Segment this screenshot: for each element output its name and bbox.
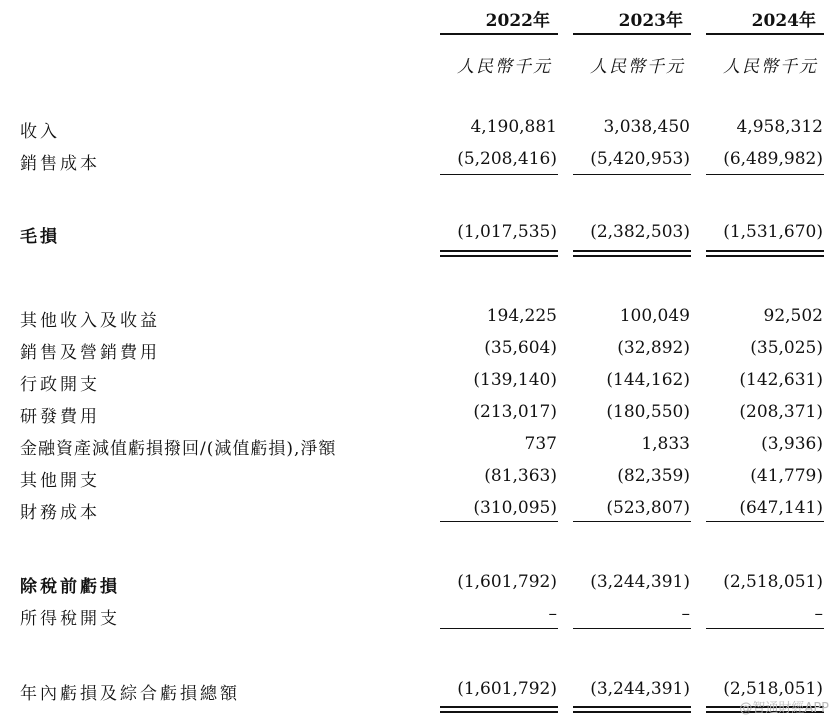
subtotal-rule-2022 (440, 174, 558, 175)
row-selling-expenses (0, 338, 835, 364)
unit-label-2023: 人民幣千元 (590, 57, 685, 77)
double-rule-top-2022 (440, 250, 558, 252)
header-rule-2023 (573, 33, 691, 35)
value-2022: (1,601,792) (457, 679, 557, 699)
value-2022: (1,601,792) (457, 572, 557, 592)
unit-label-2022: 人民幣千元 (457, 57, 552, 77)
value-2023: 3,038,450 (603, 117, 690, 137)
subtotal-rule-2023 (573, 174, 691, 175)
row-label: 金融資產減值虧損撥回/(減值虧損),淨額 (20, 439, 337, 459)
value-2024: – (814, 604, 823, 624)
subtotal-rule-2023 (573, 521, 691, 522)
row-label: 收入 (20, 122, 60, 142)
subtotal-rule-2022 (440, 628, 558, 629)
row-income-tax (0, 604, 835, 630)
row-label: 除稅前虧損 (20, 577, 120, 597)
row-label: 銷售成本 (20, 154, 100, 174)
value-2023: (523,807) (606, 498, 690, 518)
double-rule-bottom-2022 (440, 255, 558, 257)
row-label: 年內虧損及綜合虧損總額 (20, 684, 240, 704)
value-2023: (144,162) (606, 370, 690, 390)
value-2022: (81,363) (484, 466, 557, 486)
double-rule-bottom-2022 (440, 711, 558, 713)
year-header-2022: 2022年 (485, 11, 550, 31)
value-2023: (82,359) (617, 466, 690, 486)
value-2022: (213,017) (473, 402, 557, 422)
double-rule-top-2023 (573, 250, 691, 252)
value-2024: (208,371) (739, 402, 823, 422)
value-2023: – (681, 604, 690, 624)
value-2022: (1,017,535) (457, 222, 557, 242)
value-2024: (2,518,051) (723, 679, 823, 699)
value-2023: (3,244,391) (590, 572, 690, 592)
row-revenue (0, 117, 835, 143)
subtotal-rule-2023 (573, 628, 691, 629)
value-2022: (5,208,416) (457, 149, 557, 169)
year-header-2023: 2023年 (618, 11, 683, 31)
value-2022: (139,140) (473, 370, 557, 390)
row-impairment (0, 434, 835, 460)
row-other-expenses (0, 466, 835, 492)
row-label: 研發費用 (20, 407, 100, 427)
row-other-income (0, 306, 835, 332)
value-2024: 92,502 (763, 306, 823, 326)
row-label: 所得稅開支 (20, 609, 120, 629)
value-2023: 100,049 (619, 306, 690, 326)
value-2023: (5,420,953) (590, 149, 690, 169)
value-2023: 1,833 (641, 434, 690, 454)
value-2023: (180,550) (606, 402, 690, 422)
value-2024: (35,025) (750, 338, 823, 358)
row-admin-expenses (0, 370, 835, 396)
double-rule-top-2023 (573, 706, 691, 708)
value-2024: 4,958,312 (736, 117, 823, 137)
value-2022: 4,190,881 (470, 117, 557, 137)
row-label: 其他收入及收益 (20, 311, 160, 331)
row-loss-before-tax (0, 572, 835, 598)
row-gross-loss (0, 222, 835, 248)
value-2022: (310,095) (473, 498, 557, 518)
header-rule-2024 (706, 33, 824, 35)
row-label: 銷售及營銷費用 (20, 343, 160, 363)
row-label: 財務成本 (20, 503, 100, 523)
value-2024: (142,631) (739, 370, 823, 390)
row-label: 行政開支 (20, 375, 100, 395)
double-rule-top-2022 (440, 706, 558, 708)
double-rule-bottom-2023 (573, 255, 691, 257)
value-2024: (41,779) (750, 466, 823, 486)
value-2024: (6,489,982) (723, 149, 823, 169)
year-header-2024: 2024年 (751, 11, 816, 31)
row-label: 其他開支 (20, 471, 100, 491)
value-2023: (2,382,503) (590, 222, 690, 242)
unit-label-2024: 人民幣千元 (723, 57, 818, 77)
value-2023: (32,892) (617, 338, 690, 358)
value-2022: 194,225 (486, 306, 557, 326)
value-2024: (647,141) (739, 498, 823, 518)
value-2022: – (548, 604, 557, 624)
row-rd-expenses (0, 402, 835, 428)
double-rule-bottom-2023 (573, 711, 691, 713)
double-rule-top-2024 (706, 250, 824, 252)
watermark: @智通財經APP (739, 701, 829, 716)
value-2024: (2,518,051) (723, 572, 823, 592)
subtotal-rule-2024 (706, 521, 824, 522)
header-rule-2022 (440, 33, 558, 35)
value-2023: (3,244,391) (590, 679, 690, 699)
row-label: 毛損 (20, 227, 60, 247)
value-2024: (1,531,670) (723, 222, 823, 242)
row-cost-of-sales (0, 149, 835, 175)
subtotal-rule-2024 (706, 174, 824, 175)
double-rule-bottom-2024 (706, 255, 824, 257)
value-2022: (35,604) (484, 338, 557, 358)
value-2024: (3,936) (761, 434, 823, 454)
subtotal-rule-2024 (706, 628, 824, 629)
value-2022: 737 (524, 434, 557, 454)
row-total-comprehensive-loss (0, 679, 835, 705)
subtotal-rule-2022 (440, 521, 558, 522)
